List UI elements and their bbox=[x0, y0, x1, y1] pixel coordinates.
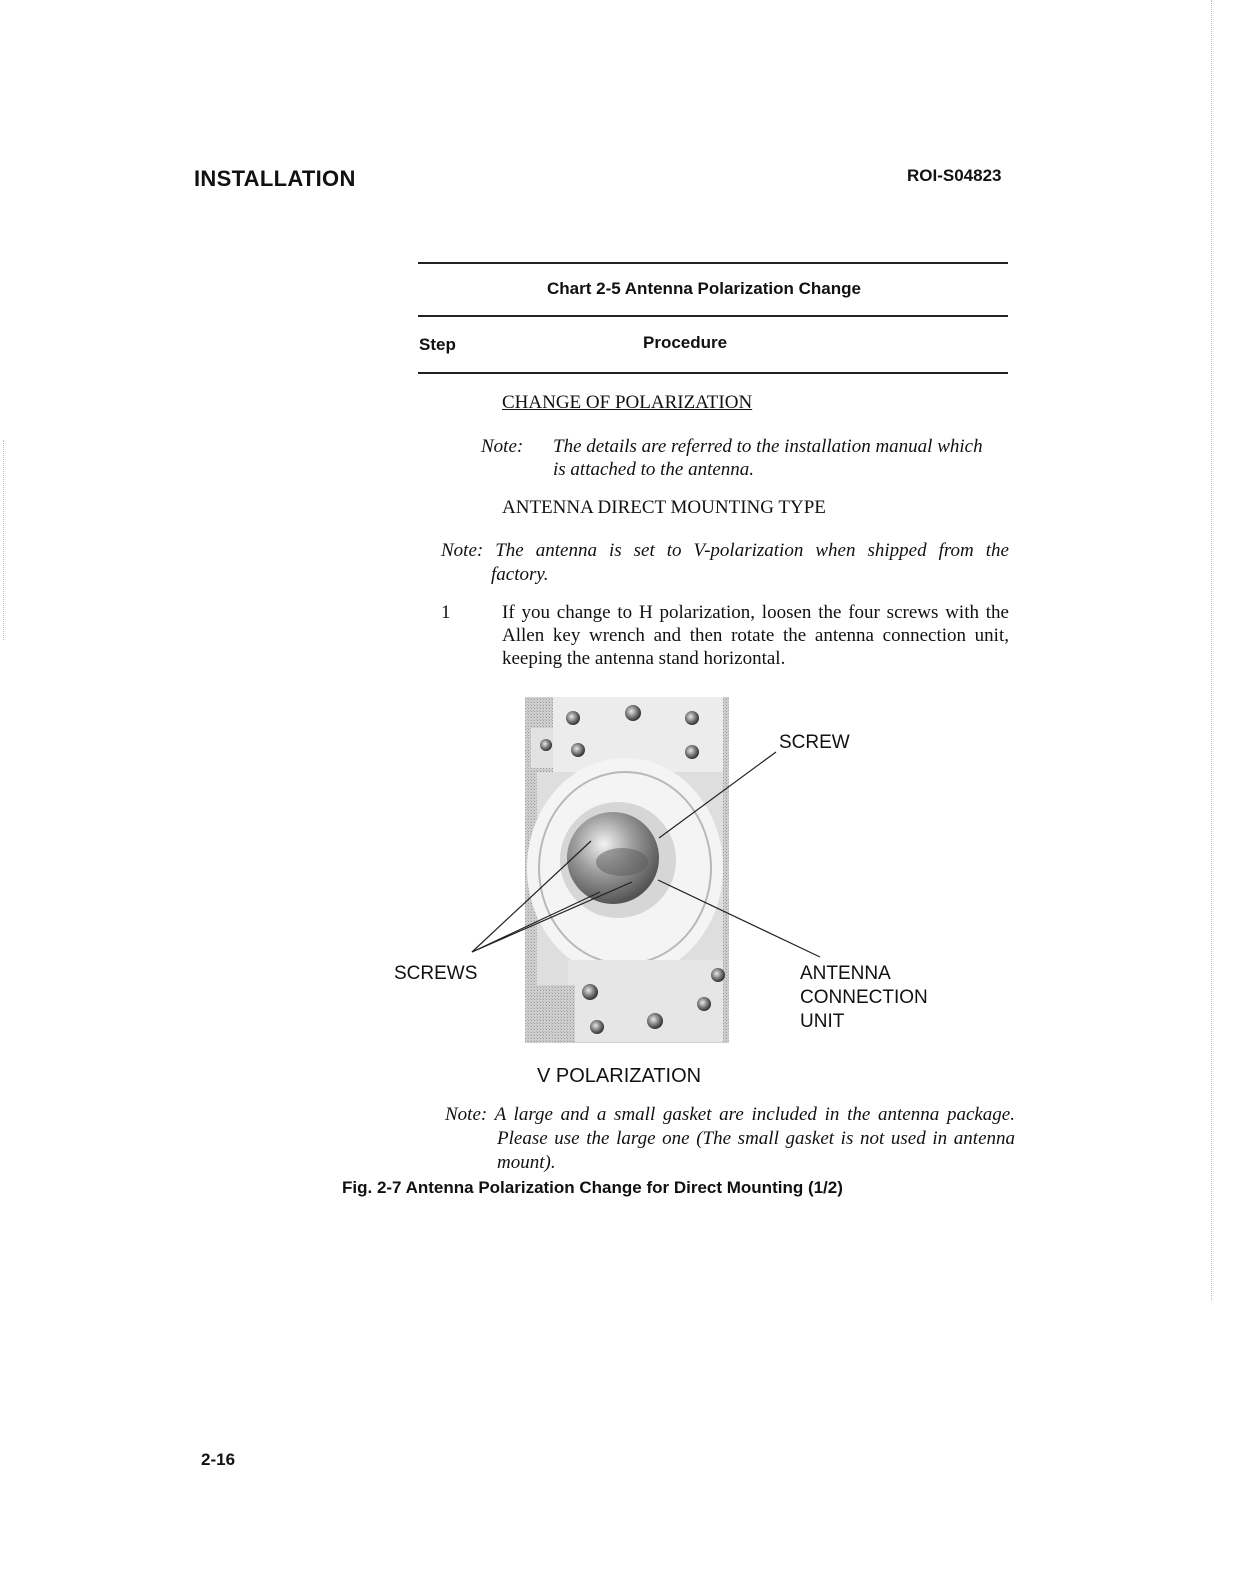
step-number: 1 bbox=[441, 602, 451, 623]
photo-caption: V POLARIZATION bbox=[537, 1065, 702, 1087]
page-number: 2-16 bbox=[201, 1450, 236, 1469]
procedure-heading: CHANGE OF POLARIZATION bbox=[502, 392, 753, 413]
label-unit-line: ANTENNA bbox=[800, 963, 891, 984]
label-unit-line: CONNECTION bbox=[800, 987, 928, 1008]
step-text-line: keeping the antenna stand horizontal. bbox=[502, 648, 786, 669]
label-screw: SCREW bbox=[779, 732, 850, 753]
note-text-line: is attached to the antenna. bbox=[553, 459, 755, 480]
step-text-line: If you change to H polarization, loosen the four screws with the bbox=[502, 602, 1009, 623]
antenna-photo bbox=[525, 697, 729, 1043]
figure-caption: Fig. 2-7 Antenna Polarization Change for Direct Mounting (1/2) bbox=[342, 1178, 843, 1197]
note-text-line: Please use the large one (The small gasket is not used in antenna bbox=[497, 1128, 1015, 1149]
chart-title: Chart 2-5 Antenna Polarization Change bbox=[547, 279, 861, 298]
note-text-line: factory. bbox=[491, 564, 549, 585]
label-antenna-connection-unit bbox=[800, 962, 928, 1034]
note-text-line: mount). bbox=[497, 1152, 556, 1173]
column-header-step: Step bbox=[419, 335, 456, 354]
label-unit-line: UNIT bbox=[800, 1011, 845, 1032]
note-text-line: The details are referred to the installation manual which bbox=[553, 436, 983, 457]
note-text-line: Note: The antenna is set to V-polarization when shipped from the bbox=[441, 540, 1009, 561]
note-label: Note: bbox=[481, 436, 524, 457]
mounting-type-heading: ANTENNA DIRECT MOUNTING TYPE bbox=[502, 497, 826, 518]
section-title: INSTALLATION bbox=[194, 166, 356, 191]
document-id: ROI-S04823 bbox=[907, 166, 1002, 185]
label-screws: SCREWS bbox=[394, 963, 478, 984]
column-header-procedure: Procedure bbox=[643, 333, 728, 352]
step-text-line: Allen key wrench and then rotate the antenna connection unit, bbox=[502, 625, 1009, 646]
note-text-line: Note: A large and a small gasket are included in the antenna package. bbox=[445, 1104, 1015, 1125]
